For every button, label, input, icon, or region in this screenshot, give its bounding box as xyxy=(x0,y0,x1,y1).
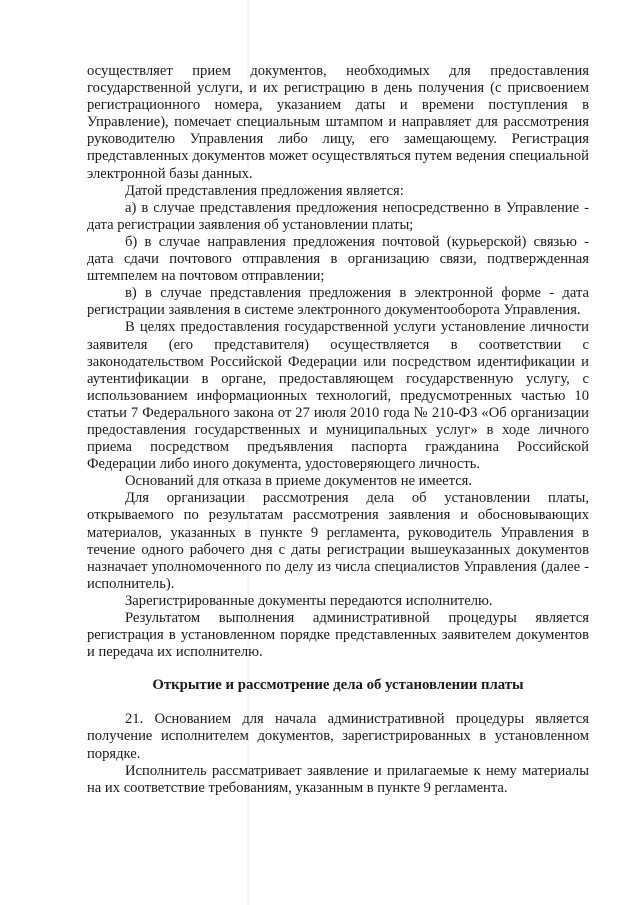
paragraph: Исполнитель рассматривает заявление и прилагаемые к нему материалы на их соответствие требованиям, указанным в пункте 9 регламента. xyxy=(87,762,589,796)
paragraph: в) в случае представления предложения в электронной форме - дата регистрации заявления в системе электронного документооборота Управления. xyxy=(87,285,589,319)
paragraph: б) в случае направления предложения почтовой (курьерской) связью - дата сдачи почтового отправления в организацию связи, подтвержденная штемпелем на почтовом отправлении; xyxy=(87,233,589,285)
paragraph: Зарегистрированные документы передаются исполнителю. xyxy=(125,592,493,609)
paragraph: В целях предоставления государственной услуги установление личности заявителя (его представителя) осуществляется в соответствии с законодательством Российской Федерации или посредством идентификации и аутентификации в органе, предоставляющем государственную услугу, с использованием информационных технологий, предусмотренных частью 10 статьи 7 Федерального закона от 27 июля 2010 года № 210-ФЗ «Об организации предоставления государственных и муниципальных услуг» в ходе личного приема посредством предъявления паспорта гражданина Российской Федерации либо иного документа, удостоверяющего личность. xyxy=(87,319,589,473)
paragraph: осуществляет прием документов, необходимых для предоставления государственной услуги, и их регистрацию в день получения (с присвоением регистрационного номера, указанием даты и времени поступления в Управление), помечает специальным штампом и направляет для рассмотрения руководителю Управления либо лицу, его замещающему. Регистрация представленных документов может осуществляться путем ведения специальной электронной базы данных. xyxy=(87,63,589,182)
paragraph: Результатом выполнения административной процедуры является регистрация в установленном порядке представленных заявителем документов и передача их исполнителю. xyxy=(87,610,589,661)
paragraph: а) в случае представления предложения непосредственно в Управление - дата регистрации заявления об установлении платы; xyxy=(87,199,589,233)
paragraph: 21. Основанием для начала административной процедуры является получение исполнителем документов, зарегистрированных в установленном порядке. xyxy=(87,711,589,762)
section-heading: Открытие и рассмотрение дела об установлении платы xyxy=(152,677,524,694)
paragraph: Датой представления предложения является: xyxy=(125,182,404,199)
paragraph: Оснований для отказа в приеме документов не имеется. xyxy=(125,473,473,490)
paragraph: Для организации рассмотрения дела об установлении платы, открываемого по результатам рассмотрения заявления и обосновывающих материалов, указанных в пункте 9 регламента, руководитель Управления в течение одного рабочего дня с даты регистрации вышеуказанных документов назначает уполномоченного по делу из числа специалистов Управления (далее - исполнитель). xyxy=(87,490,589,592)
document-body xyxy=(87,63,589,797)
